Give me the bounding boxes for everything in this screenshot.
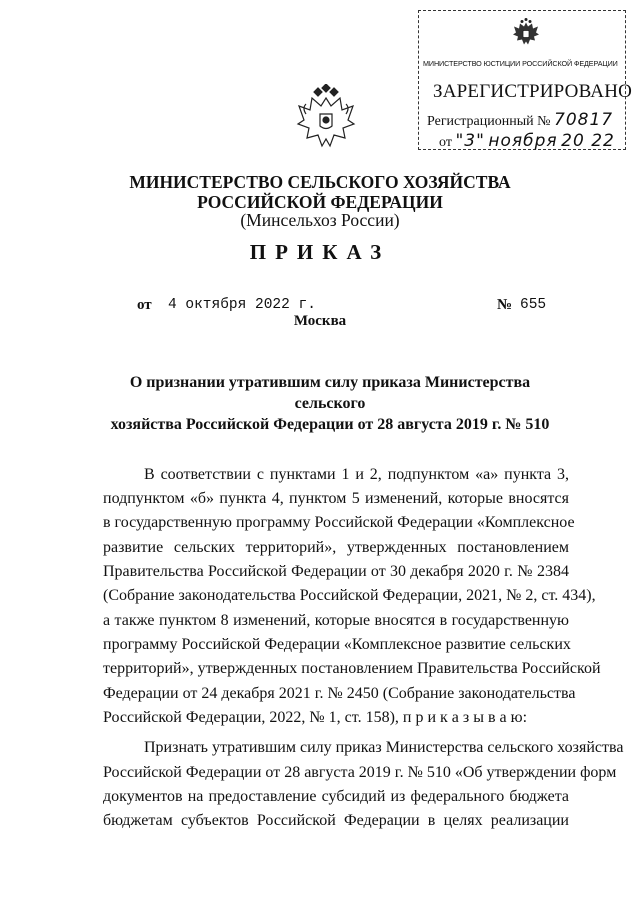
stamp-reg-number-handwritten: 70817	[554, 110, 614, 130]
order-title-line1: О признании утратившим силу приказа Министерства сельского	[129, 374, 531, 412]
eagle-emblem-small-icon	[511, 17, 541, 51]
ministry-name-line1: МИНИСТЕРСТВО СЕЛЬСКОГО ХОЗЯЙСТВА	[129, 172, 511, 192]
body-line: в государственную программу Российской Федерации «Комплексное	[103, 514, 575, 531]
body-line: территорий», утвержденных постановлением Правительства Российской	[103, 660, 601, 677]
stamp-ministry-name: МИНИСТЕРСТВО ЮСТИЦИИ РОССИЙСКОЙ ФЕДЕРАЦИИ	[423, 59, 618, 68]
body-line: бюджетам субъектов Российской Федерации в целях реализации	[103, 812, 569, 829]
stamp-registered-label: ЗАРЕГИСТРИРОВАНО	[433, 81, 633, 102]
body-line: Российской Федерации от 28 августа 2019 г. № 510 «Об утверждении форм	[103, 764, 617, 781]
document-type: ПРИКАЗ	[249, 240, 391, 264]
order-date-label: от	[137, 297, 152, 313]
registration-stamp	[418, 10, 633, 151]
body-line: В соответствии с пунктами 1 и 2, подпунктом «а» пункта 3,	[144, 466, 569, 483]
stamp-date-day: "3"	[455, 131, 485, 151]
stamp-date-month: ноября	[488, 131, 558, 151]
eagle-emblem-icon	[296, 84, 356, 150]
body-line: Российской Федерации, 2022, № 1, ст. 158), п р и к а з ы в а ю:	[103, 709, 528, 726]
stamp-reg-label: Регистрационный №	[427, 114, 551, 129]
order-number: 655	[520, 297, 547, 313]
stamp-registration-number	[427, 110, 613, 130]
body-line: (Собрание законодательства Российской Федерации, 2021, № 2, ст. 434),	[103, 587, 596, 604]
stamp-date-year: 20 22	[561, 131, 615, 151]
ministry-short-name: (Минсельхоз России)	[240, 210, 400, 230]
body-line: а также пунктом 8 изменений, которые вносятся в государственную	[103, 612, 569, 629]
order-city: Москва	[293, 313, 347, 329]
stamp-date-prefix: от	[439, 135, 452, 150]
order-date: 4 октября 2022 г.	[168, 297, 316, 313]
order-title	[100, 372, 560, 435]
body-line: программу Российской Федерации «Комплексное развитие сельских	[103, 636, 571, 653]
order-title-line2: хозяйства Российской Федерации от 28 августа 2019 г. № 510	[110, 416, 550, 433]
body-line: Признать утратившим силу приказ Министерства сельского хозяйства	[144, 739, 624, 756]
body-line: Федерации от 24 декабря 2021 г. № 2450 (Собрание законодательства	[103, 685, 576, 702]
body-line: Правительства Российской Федерации от 30 декабря 2020 г. № 2384	[103, 563, 569, 580]
stamp-registration-date	[439, 131, 615, 151]
ministry-name-line2: РОССИЙСКОЙ ФЕДЕРАЦИИ	[197, 192, 443, 212]
order-number-label: №	[497, 297, 513, 313]
body-line: подпунктом «б» пункта 4, пунктом 5 изменений, которые вносятся	[103, 490, 569, 507]
body-line: документов на предоставление субсидий из федерального бюджета	[103, 788, 569, 805]
body-line: развитие сельских территорий», утвержденных постановлением	[103, 539, 569, 556]
